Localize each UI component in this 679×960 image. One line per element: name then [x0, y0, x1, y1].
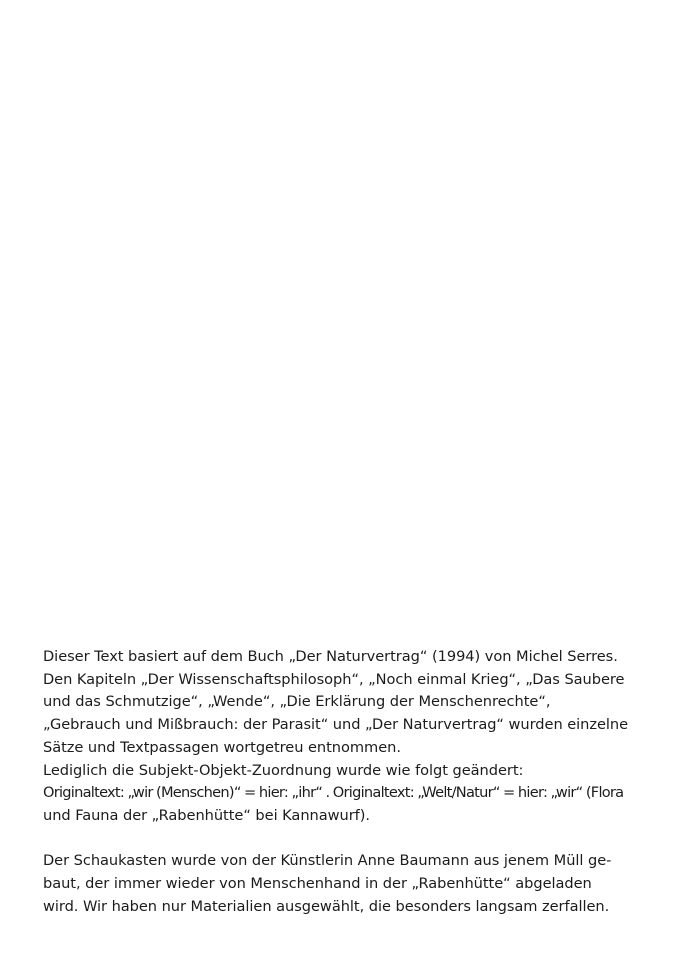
text-line: Sätze und Textpassagen wortgetreu entnommen.	[43, 738, 401, 756]
text-line: Originaltext: „wir (Menschen)“ = hier: „ihr“ . Originaltext: „Welt/Natur“ = hier: „wir“ (Flora	[43, 784, 624, 802]
paragraph-gap	[43, 828, 653, 851]
text-line: und das Schmutzige“, „Wende“, „Die Erklärung der Menschenrechte“,	[43, 693, 551, 711]
text-line: Den Kapiteln „Der Wissenschaftsphilosoph“, „Noch einmal Krieg“, „Das Saubere	[43, 670, 625, 688]
paragraph-source-note	[43, 646, 653, 828]
text-line: und Fauna der „Rabenhütte“ bei Kannawurf).	[43, 806, 370, 824]
text-line: wird. Wir haben nur Materialien ausgewählt, die besonders langsam zerfallen.	[43, 897, 610, 915]
text-line: Lediglich die Subjekt-Objekt-Zuordnung wurde wie folgt geändert:	[43, 761, 524, 779]
text-line: baut, der immer wieder von Menschenhand in der „Rabenhütte“ abgeladen	[43, 875, 592, 893]
text-line: „Gebrauch und Mißbrauch: der Parasit“ und „Der Naturvertrag“ wurden einzelne	[43, 716, 629, 734]
paragraph-showcase-note	[43, 850, 653, 918]
text-line: Der Schaukasten wurde von der Künstlerin Anne Baumann aus jenem Müll ge-	[43, 852, 612, 870]
text-line: Dieser Text basiert auf dem Buch „Der Naturvertrag“ (1994) von Michel Serres.	[43, 648, 618, 665]
colophon-text	[43, 646, 653, 918]
